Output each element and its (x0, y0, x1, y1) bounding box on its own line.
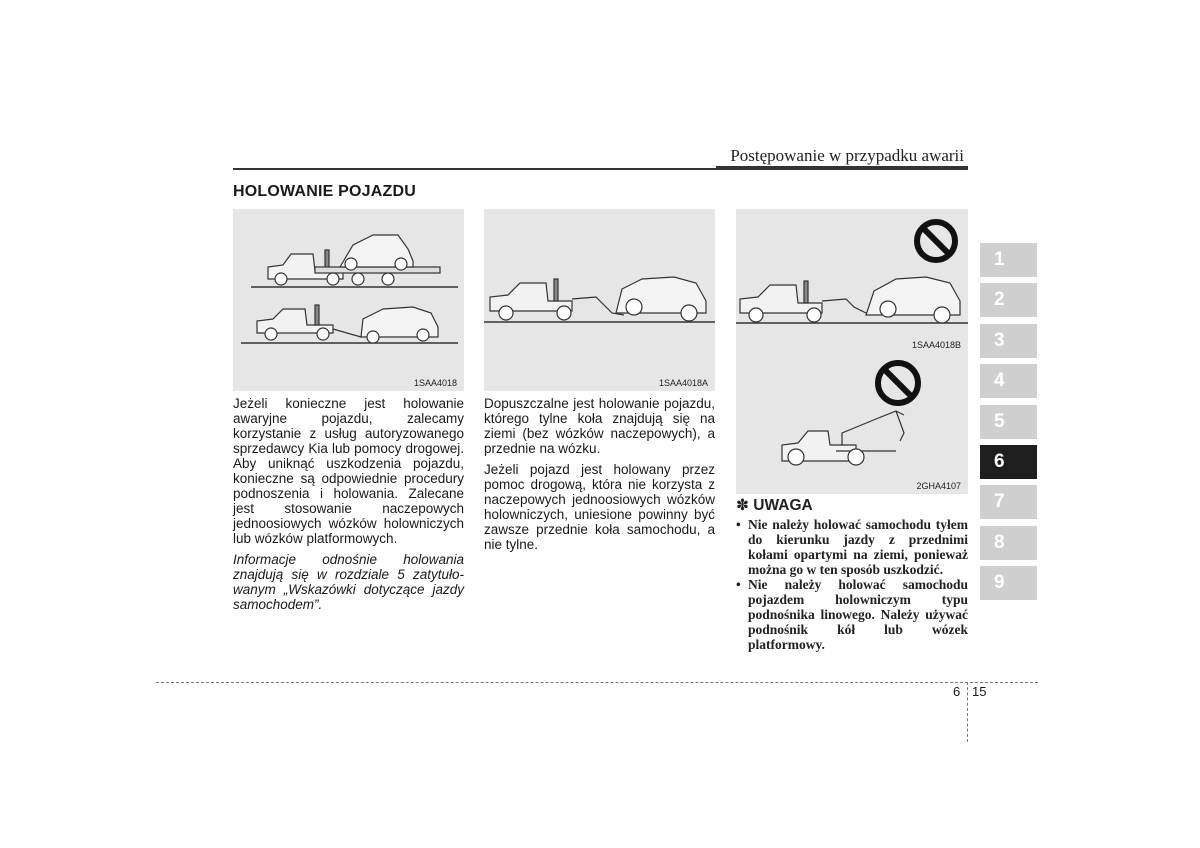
paragraph: Jeżeli konieczne jest holowanie awaryjne pojazdu, zalecamy korzystanie z usług autoryzowanego sprzedawcy Kia lub pomocy drogowej. Aby uniknąć uszkodzenia pojazdu, konieczne są odpowiednie procedury podnoszenia i holowania. Zalecane jest stosowanie naczepowych jednoosiowych wózków holowniczych lub wózków platformowych. (233, 396, 464, 546)
wheel-lift-towing-illustration (484, 209, 715, 391)
footer-rule (156, 682, 1038, 683)
page-number: 15 (972, 684, 987, 699)
chapter-tab-7[interactable]: 7 (980, 485, 1037, 519)
no-entry-icon (917, 222, 955, 260)
column-2-text (484, 396, 715, 558)
chapter-tabs (980, 243, 1037, 607)
chapter-tab-8[interactable]: 8 (980, 526, 1037, 560)
note-list (736, 517, 968, 652)
note-item: • Nie należy holować samochodu pojazdem holowniczym typu podnośnika linowego. Należy używać podnośnik kół lub wózek platformowy. (736, 577, 968, 652)
chapter-tab-4[interactable]: 4 (980, 364, 1037, 398)
figure-code: 2GHA4107 (916, 481, 961, 491)
note-title: ✽ UWAGA (736, 497, 813, 514)
figure-code: 1SAA4018 (413, 378, 457, 388)
flatbed-towing-illustration (233, 209, 464, 391)
chapter-tab-5[interactable]: 5 (980, 405, 1037, 439)
figure-prohibited-rear-lift (736, 209, 968, 353)
paragraph: Jeżeli pojazd jest holowany przez pomoc drogową, która nie korzysta z naczepowych jednoosiowych wózków holowniczych, uniesione powinny być zawsze przednie koła samochodu, a nie tylne. (484, 462, 715, 552)
chapter-tab-9[interactable]: 9 (980, 566, 1037, 600)
no-entry-icon (878, 363, 918, 403)
figure-wheel-lift-towing (484, 209, 715, 391)
footer-divider (967, 682, 968, 742)
figure-code: 1SAA4018A (658, 378, 708, 388)
rear-lift-illustration (736, 209, 968, 353)
sling-tow-illustration (736, 353, 968, 494)
paragraph-reference: Informacje odnośnie holowania znajdują się w rozdziale 5 zatytułowanym „Wskazówki dotyczące jazdy samochodem”. (233, 552, 464, 612)
figure-prohibited-sling-tow (736, 353, 968, 494)
figure-flatbed-towing (233, 209, 464, 391)
figure-code: 1SAA4018B (911, 340, 961, 350)
header-section-title: Postępowanie w przypadku awarii (730, 146, 964, 165)
chapter-tab-3[interactable]: 3 (980, 324, 1037, 358)
chapter-tab-6[interactable]: 6 (980, 445, 1037, 479)
paragraph: Dopuszczalne jest holowanie pojazdu, którego tylne koła znajdują się na ziemi (bez wózków naczepowych), a przednie na wózku. (484, 396, 715, 456)
note-item: • Nie należy holować samochodu tyłem do kierunku jazdy z przednimi kołami opartymi na ziemi, ponieważ można go w ten sposób uszkodzić. (736, 517, 968, 577)
header-rule-accent (716, 166, 968, 170)
chapter-tab-1[interactable]: 1 (980, 243, 1037, 277)
footer-chapter: 6 (953, 684, 961, 699)
column-1-text (233, 396, 464, 618)
chapter-tab-2[interactable]: 2 (980, 283, 1037, 317)
section-title: HOLOWANIE POJAZDU (233, 183, 416, 200)
